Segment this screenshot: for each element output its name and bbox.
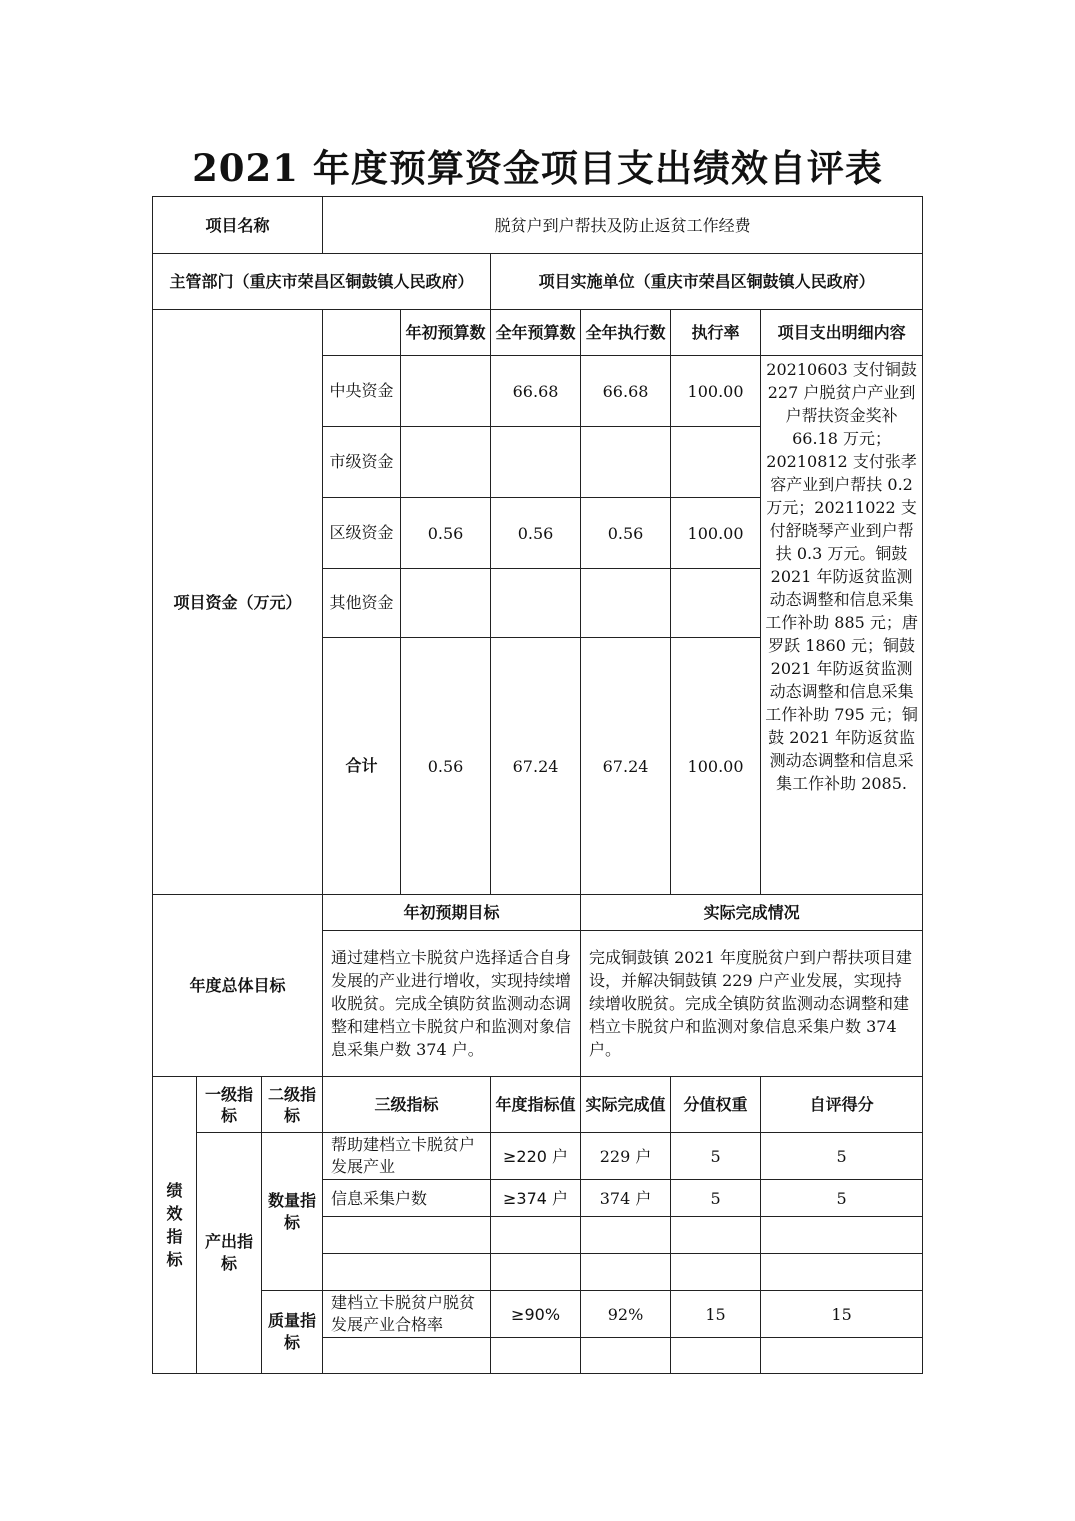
actual-result-label: 实际完成情况 <box>581 895 923 931</box>
fund-row-annual <box>491 427 581 498</box>
header-annual-executed: 全年执行数 <box>581 310 671 356</box>
funds-header-blank <box>323 310 401 356</box>
indicator-section-label: 绩效指标 <box>153 1077 197 1374</box>
actual-result-text: 完成铜鼓镇 2021 年度脱贫户到户帮扶项目建设，并解决铜鼓镇 229 户产业发展，实现持续增收脱贫。完成全镇防贫监测动态调整和建档立卡脱贫户和监测对象信息采集户数 374 户。 <box>581 931 923 1077</box>
fund-total-rate: 100.00 <box>671 638 761 895</box>
indicator-name <box>323 1338 491 1374</box>
indicator-actual <box>581 1254 671 1291</box>
fund-row-initial <box>401 356 491 427</box>
header-actual: 实际完成值 <box>581 1077 671 1133</box>
indicator-name: 建档立卡脱贫户脱贫发展产业合格率 <box>323 1291 491 1338</box>
header-annual-budget: 全年预算数 <box>491 310 581 356</box>
indicator-score: 5 <box>761 1180 923 1217</box>
expected-goal-label: 年初预期目标 <box>323 895 581 931</box>
indicator-weight: 5 <box>671 1133 761 1180</box>
header-level2: 二级指标 <box>262 1077 323 1133</box>
indicator-actual <box>581 1338 671 1374</box>
header-detail: 项目支出明细内容 <box>761 310 923 356</box>
header-weight: 分值权重 <box>671 1077 761 1133</box>
indicator-score <box>761 1254 923 1291</box>
indicator-weight: 5 <box>671 1180 761 1217</box>
fund-row-initial <box>401 427 491 498</box>
header-level3: 三级指标 <box>323 1077 491 1133</box>
indicator-target: ≥220 户 <box>491 1133 581 1180</box>
impl-unit-label: 项目实施单位（重庆市荣昌区铜鼓镇人民政府） <box>491 254 923 310</box>
quality-indicator-label: 质量指标 <box>262 1291 323 1374</box>
fund-row-rate: 100.00 <box>671 356 761 427</box>
fund-row-executed: 0.56 <box>581 498 671 569</box>
fund-row-executed <box>581 569 671 638</box>
indicator-name <box>323 1254 491 1291</box>
fund-row-name: 其他资金 <box>323 569 401 638</box>
indicator-score <box>761 1338 923 1374</box>
evaluation-table <box>152 196 923 1374</box>
output-indicator-label: 产出指标 <box>197 1133 262 1374</box>
page-title: 2021 年度预算资金项目支出绩效自评表 <box>192 146 883 190</box>
fund-row-rate <box>671 427 761 498</box>
fund-row-initial <box>401 569 491 638</box>
fund-row-initial: 0.56 <box>401 498 491 569</box>
indicator-weight: 15 <box>671 1291 761 1338</box>
indicator-score: 5 <box>761 1133 923 1180</box>
dept-label: 主管部门（重庆市荣昌区铜鼓镇人民政府） <box>153 254 491 310</box>
indicator-actual: 374 户 <box>581 1180 671 1217</box>
fund-row-name: 中央资金 <box>323 356 401 427</box>
indicator-actual: 92% <box>581 1291 671 1338</box>
quantity-indicator-label: 数量指标 <box>262 1133 323 1291</box>
indicator-actual: 229 户 <box>581 1133 671 1180</box>
fund-row-executed: 66.68 <box>581 356 671 427</box>
fund-total-executed: 67.24 <box>581 638 671 895</box>
header-target: 年度指标值 <box>491 1077 581 1133</box>
indicator-weight <box>671 1338 761 1374</box>
fund-row-annual: 0.56 <box>491 498 581 569</box>
indicator-weight <box>671 1217 761 1254</box>
fund-total-initial: 0.56 <box>401 638 491 895</box>
project-name-label: 项目名称 <box>153 197 323 254</box>
header-score: 自评得分 <box>761 1077 923 1133</box>
indicator-target: ≥374 户 <box>491 1180 581 1217</box>
expected-goal-text: 通过建档立卡脱贫户选择适合自身发展的产业进行增收，实现持续增收脱贫。完成全镇防贫监测动态调整和建档立卡脱贫户和监测对象信息采集户数 374 户。 <box>323 931 581 1077</box>
indicator-name: 帮助建档立卡脱贫户发展产业 <box>323 1133 491 1180</box>
fund-total-annual: 67.24 <box>491 638 581 895</box>
header-level1: 一级指标 <box>197 1077 262 1133</box>
indicator-weight <box>671 1254 761 1291</box>
fund-total-name: 合计 <box>323 638 401 895</box>
header-initial-budget: 年初预算数 <box>401 310 491 356</box>
fund-row-name: 市级资金 <box>323 427 401 498</box>
fund-detail-content: 20210603 支付铜鼓 227 户脱贫户产业到户帮扶资金奖补 66.18 万元；20210812 支付张孝容产业到户帮扶 0.2 万元；20211022 支付舒晓琴产业到户帮扶 0.3 万元。铜鼓 2021 年防返贫监测动态调整和信息采集工作补助 885 元；唐罗跃 1860 元；铜鼓 2021 年防返贫监测动态调整和信息采集工作补助 795 元；铜鼓 2021 年防返贫监测动态调整和信息采集工作补助 2085. <box>761 356 923 895</box>
indicator-target <box>491 1254 581 1291</box>
fund-row-annual <box>491 569 581 638</box>
fund-row-name: 区级资金 <box>323 498 401 569</box>
indicator-actual <box>581 1217 671 1254</box>
funds-label: 项目资金（万元） <box>153 310 323 895</box>
annual-goal-label: 年度总体目标 <box>153 895 323 1077</box>
indicator-name <box>323 1217 491 1254</box>
indicator-target <box>491 1338 581 1374</box>
fund-row-rate <box>671 569 761 638</box>
fund-row-rate: 100.00 <box>671 498 761 569</box>
indicator-score: 15 <box>761 1291 923 1338</box>
indicator-name: 信息采集户数 <box>323 1180 491 1217</box>
indicator-target <box>491 1217 581 1254</box>
fund-row-executed <box>581 427 671 498</box>
fund-row-annual: 66.68 <box>491 356 581 427</box>
project-name-value: 脱贫户到户帮扶及防止返贫工作经费 <box>323 197 923 254</box>
indicator-target: ≥90% <box>491 1291 581 1338</box>
header-execution-rate: 执行率 <box>671 310 761 356</box>
indicator-score <box>761 1217 923 1254</box>
